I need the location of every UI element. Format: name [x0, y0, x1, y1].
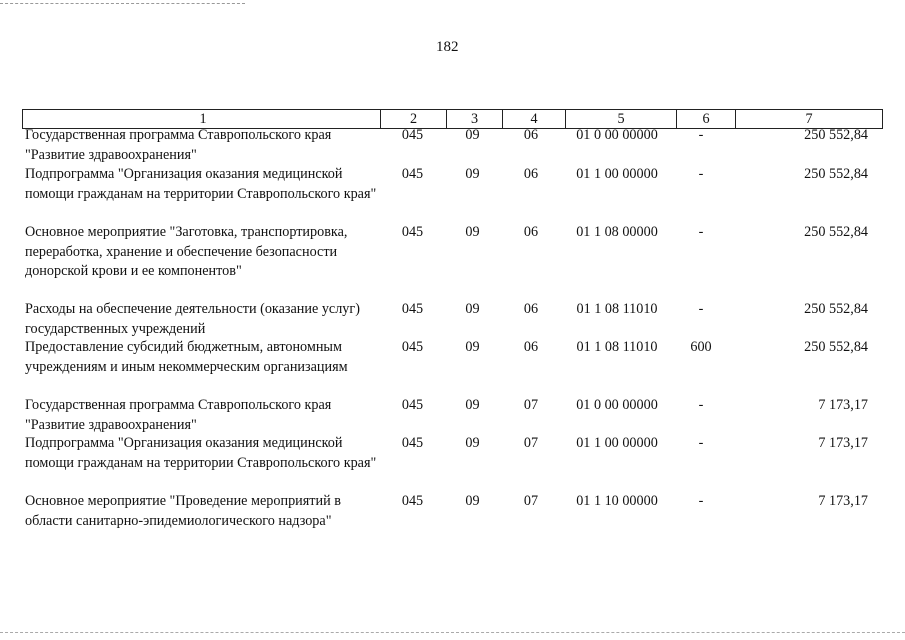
cell-c6: - [698, 127, 704, 143]
row-name: Основное мероприятие "Проведение мероприятий в области санитарно-эпидемиологического надзора" [25, 493, 341, 529]
cell-c4: 06 [523, 301, 539, 317]
cell-c3: 09 [465, 493, 480, 509]
cell-c5: 01 1 10 00000 [576, 493, 658, 509]
cell-c5: 01 1 00 00000 [576, 435, 658, 451]
cell-c6: 600 [690, 339, 712, 355]
table-row [22, 396, 876, 435]
cell-c6: - [698, 397, 704, 413]
column-header: 7 [805, 111, 813, 127]
cell-c7: 7 173,17 [818, 435, 868, 451]
cell-c6: - [698, 493, 704, 509]
cell-c5: 01 1 08 00000 [576, 224, 658, 240]
cell-c7: 7 173,17 [818, 397, 868, 413]
cell-c6: - [698, 301, 704, 317]
cell-c5: 01 1 00 00000 [576, 166, 658, 182]
cell-c4: 07 [523, 435, 539, 451]
cell-c7: 250 552,84 [804, 339, 868, 355]
cell-c4: 06 [523, 224, 539, 240]
cell-c7: 250 552,84 [804, 166, 868, 182]
column-header: 3 [447, 110, 503, 128]
cell-c4: 06 [523, 339, 539, 355]
cell-c2: 045 [401, 301, 424, 317]
cell-c2: 045 [401, 224, 424, 240]
row-name: Подпрограмма "Организация оказания медицинской помощи гражданам на территории Ставропольского края" [25, 435, 377, 471]
table-row [22, 492, 876, 531]
scan-artifact-line [0, 632, 905, 633]
cell-c3: 09 [465, 339, 480, 355]
cell-c4: 06 [523, 166, 539, 182]
cell-c4: 06 [523, 127, 539, 143]
cell-c2: 045 [401, 493, 424, 509]
column-header: 2 [381, 110, 447, 128]
row-name: Основное мероприятие "Заготовка, транспортировка, переработка, хранение и обеспечение безопасности донорской крови и ее компонентов" [25, 224, 348, 279]
cell-c7: 250 552,84 [804, 301, 868, 317]
cell-c7: 250 552,84 [804, 224, 868, 240]
cell-c6: - [698, 166, 704, 182]
cell-c4: 07 [523, 493, 539, 509]
table-row [22, 126, 876, 165]
row-name: Государственная программа Ставропольского края "Развитие здравоохранения" [25, 397, 332, 433]
cell-c7: 7 173,17 [818, 493, 868, 509]
page-number: 182 [436, 39, 459, 55]
cell-c4: 07 [523, 397, 539, 413]
row-name: Государственная программа Ставропольского края "Развитие здравоохранения" [25, 127, 332, 163]
cell-c3: 09 [465, 166, 480, 182]
cell-c3: 09 [465, 224, 480, 240]
table-row [22, 338, 876, 377]
cell-c2: 045 [401, 339, 424, 355]
column-header: 5 [566, 110, 677, 128]
cell-c3: 09 [465, 397, 480, 413]
cell-c2: 045 [401, 435, 424, 451]
cell-c7: 250 552,84 [804, 127, 868, 143]
scan-artifact-line [0, 3, 245, 4]
cell-c2: 045 [401, 127, 424, 143]
cell-c5: 01 1 08 11010 [576, 301, 658, 317]
column-header: 6 [677, 110, 736, 128]
cell-c6: - [698, 224, 704, 240]
column-header: 4 [503, 110, 566, 128]
row-name: Подпрограмма "Организация оказания медицинской помощи гражданам на территории Ставропольского края" [25, 166, 377, 202]
table-row [22, 300, 876, 339]
cell-c2: 045 [401, 397, 424, 413]
cell-c5: 01 0 00 00000 [576, 127, 658, 143]
row-name: Предоставление субсидий бюджетным, автономным учреждениям и иным некоммерческим организациям [25, 339, 348, 375]
cell-c5: 01 0 00 00000 [576, 397, 658, 413]
cell-c3: 09 [465, 127, 480, 143]
row-name: Расходы на обеспечение деятельности (оказание услуг) государственных учреждений [25, 301, 360, 337]
cell-c5: 01 1 08 11010 [576, 339, 658, 355]
column-header: 1 [23, 110, 381, 128]
table-row [22, 223, 876, 282]
cell-c2: 045 [401, 166, 424, 182]
cell-c3: 09 [465, 301, 480, 317]
table-row [22, 165, 876, 204]
cell-c6: - [698, 435, 704, 451]
table-row [22, 434, 876, 473]
cell-c3: 09 [465, 435, 480, 451]
